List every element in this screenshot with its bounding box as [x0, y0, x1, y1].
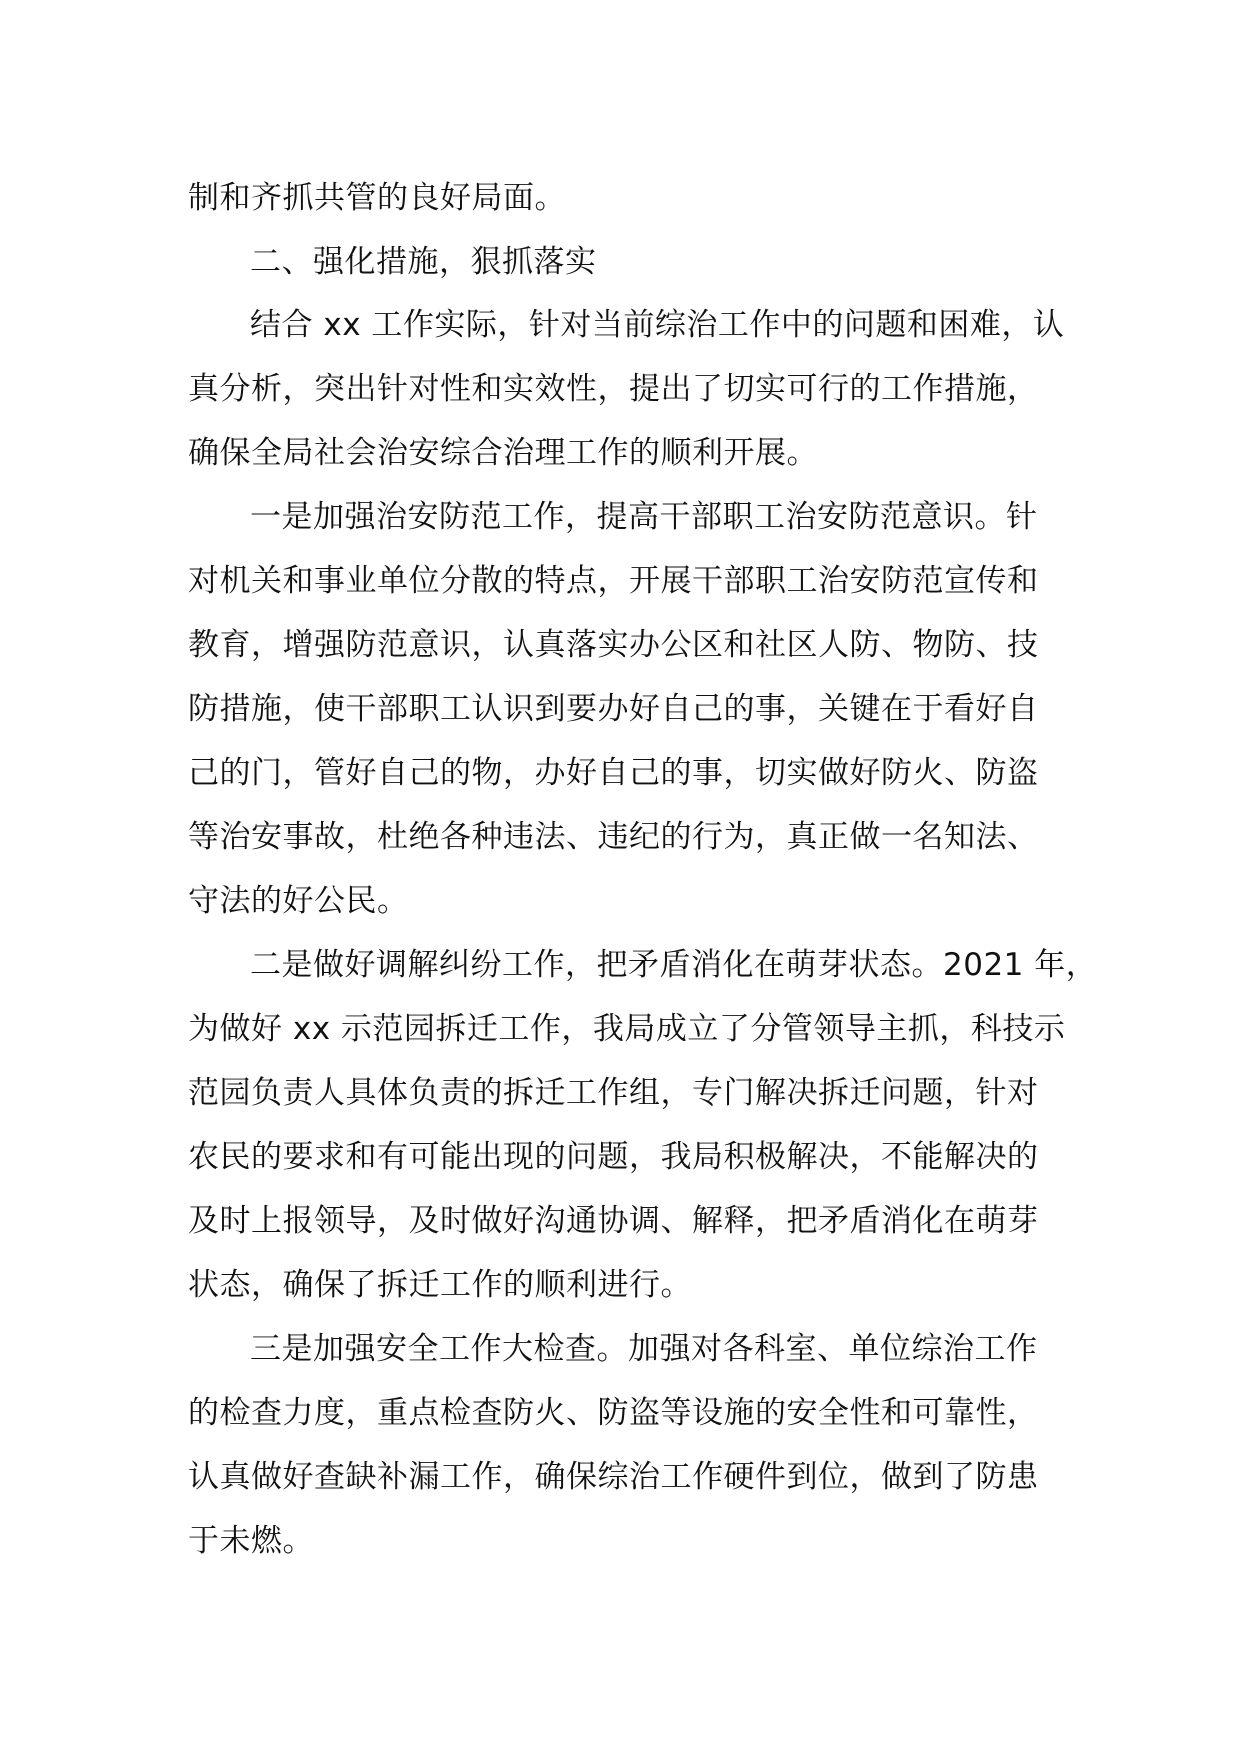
text-line: 的检查力度，重点检查防火、防盗等设施的安全性和可靠性，: [188, 1395, 1039, 1431]
text-line: 于未燃。: [188, 1523, 314, 1559]
text-line: 己的门，管好自己的物，办好自己的事，切实做好防火、防盗: [188, 755, 1039, 791]
text-line: 为做好 xx 示范园拆迁工作，我局成立了分管领导主抓，科技示: [188, 1011, 1066, 1047]
text-line: 真分析，突出针对性和实效性，提出了切实可行的工作措施，: [188, 371, 1039, 407]
text-line: 状态，确保了拆迁工作的顺利进行。: [188, 1267, 692, 1303]
section-heading: 二、强化措施，狠抓落实: [250, 244, 597, 280]
text-line: 三是加强安全工作大检查。加强对各科室、单位综治工作: [250, 1331, 1038, 1367]
text-line: 守法的好公民。: [188, 883, 409, 919]
text-line: 对机关和事业单位分散的特点，开展干部职工治安防范宣传和: [188, 563, 1039, 599]
text-line: 二是做好调解纠纷工作，把矛盾消化在萌芽状态。2021 年，: [250, 947, 1098, 983]
text-line: 等治安事故，杜绝各种违法、违纪的行为，真正做一名知法、: [188, 819, 1039, 855]
text-line: 防措施，使干部职工认识到要办好自己的事，关键在于看好自: [188, 691, 1039, 727]
text-line: 制和齐抓共管的良好局面。: [188, 180, 566, 216]
text-line: 及时上报领导，及时做好沟通协调、解释，把矛盾消化在萌芽: [188, 1203, 1039, 1239]
text-line: 农民的要求和有可能出现的问题，我局积极解决，不能解决的: [188, 1139, 1039, 1175]
text-line: 确保全局社会治安综合治理工作的顺利开展。: [188, 435, 818, 471]
text-line: 认真做好查缺补漏工作，确保综治工作硬件到位，做到了防患: [188, 1459, 1039, 1495]
text-line: 教育，增强防范意识，认真落实办公区和社区人防、物防、技: [188, 627, 1039, 663]
text-line: 一是加强治安防范工作，提高干部职工治安防范意识。针: [250, 499, 1038, 535]
text-line: 范园负责人具体负责的拆迁工作组，专门解决拆迁问题，针对: [188, 1075, 1039, 1111]
text-line: 结合 xx 工作实际，针对当前综治工作中的问题和困难，认: [250, 307, 1065, 343]
